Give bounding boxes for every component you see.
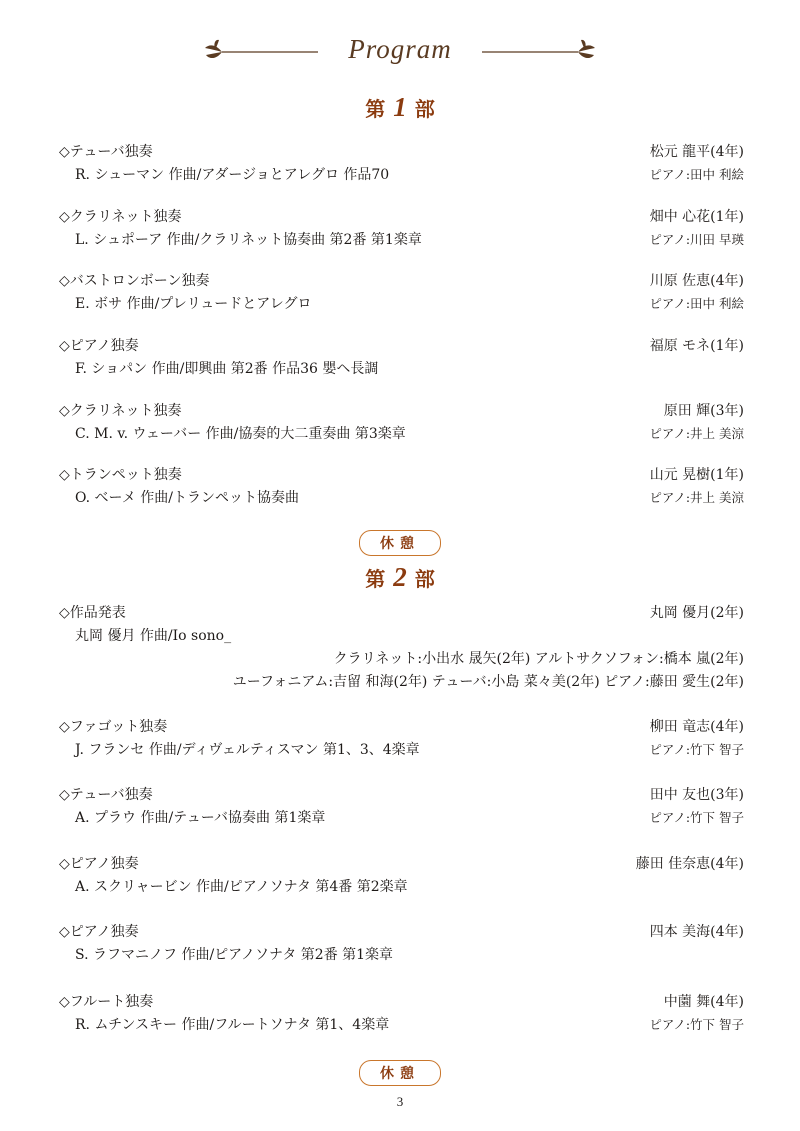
part2-label-post: 部: [414, 567, 435, 591]
part1-title: [0, 92, 800, 123]
item-piece: C. M. v. ウェーバー 作曲/協奏的大二重奏曲 第3楽章: [75, 426, 406, 442]
intermission-label: 休憩: [359, 1060, 441, 1086]
item-piece: R. ムチンスキー 作曲/フルートソナタ 第1、4楽章: [75, 1017, 390, 1033]
item-piece: R. シューマン 作曲/アダージョとアレグロ 作品70: [75, 167, 390, 183]
item-heading: ◇クラリネット独奏: [59, 209, 182, 225]
program-item: [0, 400, 800, 450]
part1-label-post: 部: [414, 97, 435, 121]
part1-label-pre: 第: [365, 97, 386, 121]
intermission-label: 休憩: [359, 530, 441, 556]
item-performer: 丸岡 優月(2年): [649, 605, 744, 621]
item-heading: ◇作品発表: [59, 605, 126, 621]
part2-title: [0, 562, 800, 593]
item-heading: ◇テューバ独奏: [59, 144, 153, 160]
item-performer: 松元 龍平(4年): [649, 144, 744, 160]
item-accompanist: ピアノ:井上 美涼: [649, 490, 744, 505]
item-performer: 四本 美海(4年): [649, 924, 744, 940]
program-item: [0, 270, 800, 320]
part2-label-pre: 第: [365, 567, 386, 591]
program-item: [0, 853, 800, 903]
item-accompanist: ピアノ:井上 美涼: [649, 426, 744, 441]
program-item: [0, 335, 800, 385]
item-heading: ◇テューバ独奏: [59, 787, 153, 803]
item-heading: ◇トランペット独奏: [59, 467, 182, 483]
item-heading: ◇ピアノ独奏: [59, 338, 139, 354]
page-number: 3: [396, 1094, 404, 1109]
item-heading: ◇フルート独奏: [59, 994, 154, 1010]
item-accompanist: ピアノ:竹下 智子: [649, 1017, 744, 1032]
item-piece: J. フランセ 作曲/ディヴェルティスマン 第1、3、4楽章: [75, 742, 420, 758]
item-heading: ◇バストロンボーン独奏: [59, 273, 210, 289]
item-piece: S. ラフマニノフ 作曲/ピアノソナタ 第2番 第1楽章: [75, 947, 394, 963]
program-item: [0, 716, 800, 766]
program-header: [0, 28, 800, 72]
program-item: [0, 206, 800, 256]
item-piece: 丸岡 優月 作曲/Io sono_: [75, 628, 232, 644]
premiere-item: [0, 602, 800, 692]
item-piece: A. プラウ 作曲/テューバ協奏曲 第1楽章: [75, 810, 326, 826]
program-item: [0, 464, 800, 514]
item-performer: 柳田 竜志(4年): [649, 719, 744, 735]
item-accompanist: ピアノ:川田 早瑛: [649, 232, 744, 247]
item-performer: 山元 晃樹(1年): [649, 467, 744, 483]
item-heading: ◇ピアノ独奏: [59, 924, 139, 940]
premiere-players-line1: クラリネット:小出水 晟矢(2年) アルトサクソフォン:橋本 嵐(2年): [333, 651, 744, 667]
item-piece: L. シュポーア 作曲/クラリネット協奏曲 第2番 第1楽章: [75, 232, 422, 248]
item-accompanist: ピアノ:竹下 智子: [649, 742, 744, 757]
premiere-players-line2: ユーフォニアム:吉留 和海(2年) テューバ:小島 菜々美(2年) ピアノ:藤田 愛生(2年): [232, 674, 744, 690]
item-performer: 田中 友也(3年): [649, 787, 744, 803]
program-item: [0, 991, 800, 1041]
part2-label-num: 2: [393, 562, 407, 592]
item-piece: E. ボサ 作曲/プレリュードとアレグロ: [75, 296, 312, 312]
item-performer: 中薗 舞(4年): [663, 994, 744, 1010]
item-piece: O. ベーメ 作曲/トランペット協奏曲: [75, 490, 300, 506]
intermission-badge: [0, 1060, 800, 1086]
intermission-badge: [0, 530, 800, 556]
item-heading: ◇ピアノ独奏: [59, 856, 139, 872]
item-performer: 原田 輝(3年): [663, 403, 744, 419]
program-title: Program: [348, 34, 452, 64]
program-item: [0, 141, 800, 191]
item-performer: 藤田 佳奈恵(4年): [635, 856, 744, 872]
item-accompanist: ピアノ:田中 利絵: [649, 296, 744, 311]
item-accompanist: ピアノ:田中 利絵: [649, 167, 744, 182]
item-performer: 畑中 心花(1年): [649, 209, 744, 225]
item-heading: ◇クラリネット独奏: [59, 403, 182, 419]
program-item: [0, 921, 800, 971]
item-performer: 福原 モネ(1年): [649, 338, 744, 354]
part1-label-num: 1: [393, 92, 407, 122]
program-item: [0, 784, 800, 834]
item-heading: ◇ファゴット独奏: [59, 719, 168, 735]
item-performer: 川原 佐恵(4年): [649, 273, 744, 289]
item-piece: F. ショパン 作曲/即興曲 第2番 作品36 嬰ヘ長調: [75, 361, 379, 377]
item-piece: A. スクリャービン 作曲/ピアノソナタ 第4番 第2楽章: [75, 879, 408, 895]
item-accompanist: ピアノ:竹下 智子: [649, 810, 744, 825]
